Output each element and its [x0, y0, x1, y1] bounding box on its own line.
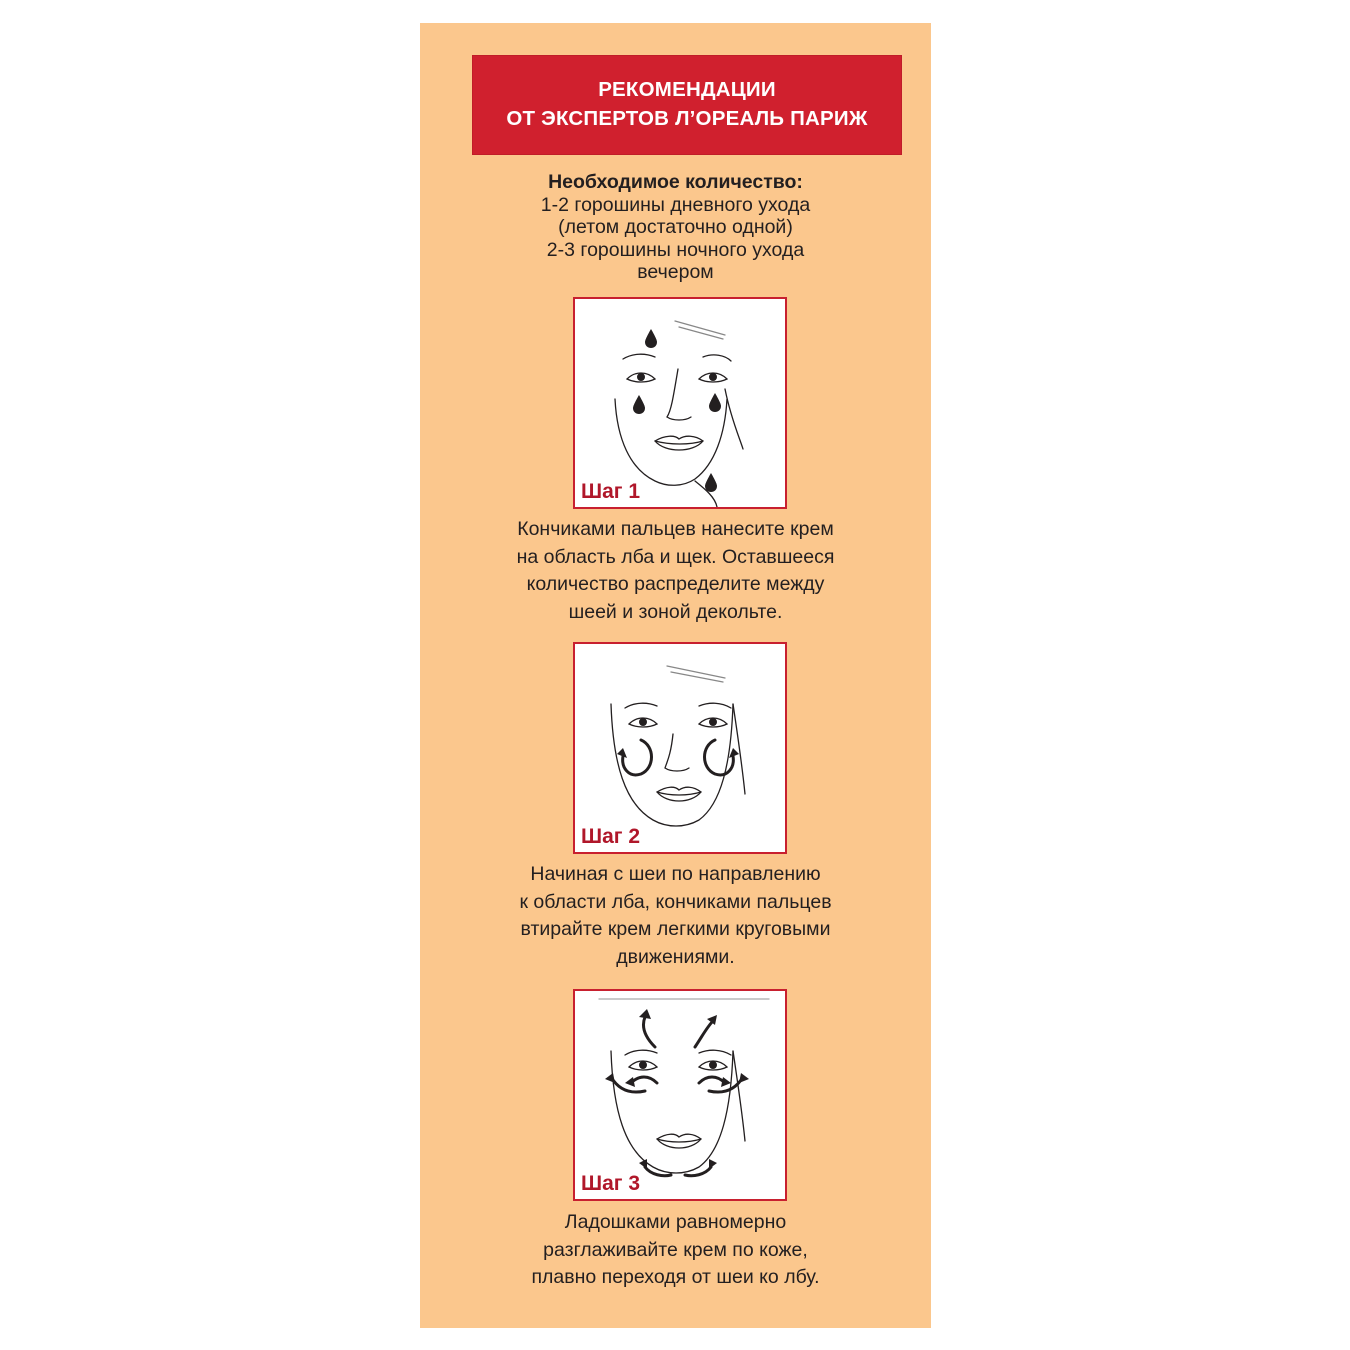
banner-title-line-2: ОТ ЭКСПЕРТОВ Л’ОРЕАЛЬ ПАРИЖ — [506, 107, 868, 130]
step-2-description — [420, 861, 931, 971]
step-1-description — [420, 516, 931, 626]
step-3-line: разглаживайте крем по коже, — [543, 1238, 808, 1261]
face-with-cream-drops-icon — [575, 299, 785, 507]
face-with-smoothing-arrows-icon — [575, 991, 785, 1199]
step-2-illustration — [573, 642, 787, 854]
step-3-label: Шаг 3 — [581, 1172, 643, 1196]
step-2-line: к области лба, кончиками пальцев — [519, 890, 832, 913]
step-1-illustration — [573, 297, 787, 509]
step-2-line: движениями. — [616, 945, 735, 968]
step-1-line: шеей и зоной декольте. — [568, 600, 783, 623]
banner-title-line-1: РЕКОМЕНДАЦИИ — [598, 78, 776, 101]
step-3-description — [420, 1209, 931, 1292]
required-amount-line: (летом достаточно одной) — [558, 216, 793, 238]
step-3-illustration — [573, 989, 787, 1201]
step-1-line: Кончиками пальцев нанесите крем — [517, 518, 834, 540]
required-amount-line: вечером — [637, 261, 714, 283]
step-1-label: Шаг 1 — [581, 480, 643, 504]
step-3-line: Ладошками равномерно — [564, 1211, 787, 1233]
required-amount-line: 2-3 горошины ночного ухода — [546, 238, 805, 261]
required-amount — [420, 171, 931, 284]
step-1-line: количество распределите между — [526, 573, 825, 595]
required-amount-title: Необходимое количество: — [548, 171, 803, 193]
face-with-circular-motion-icon — [575, 644, 785, 852]
header-banner — [473, 56, 901, 154]
required-amount-line: 1-2 горошины дневного ухода — [540, 193, 811, 216]
step-2-label: Шаг 2 — [581, 825, 643, 849]
step-2-line: Начиная с шеи по направлению — [530, 863, 821, 885]
step-3-line: плавно переходя от шеи ко лбу. — [531, 1266, 820, 1288]
step-1-line: на область лба и щек. Оставшееся — [516, 545, 835, 568]
step-2-line: втирайте крем легкими круговыми — [520, 918, 831, 940]
